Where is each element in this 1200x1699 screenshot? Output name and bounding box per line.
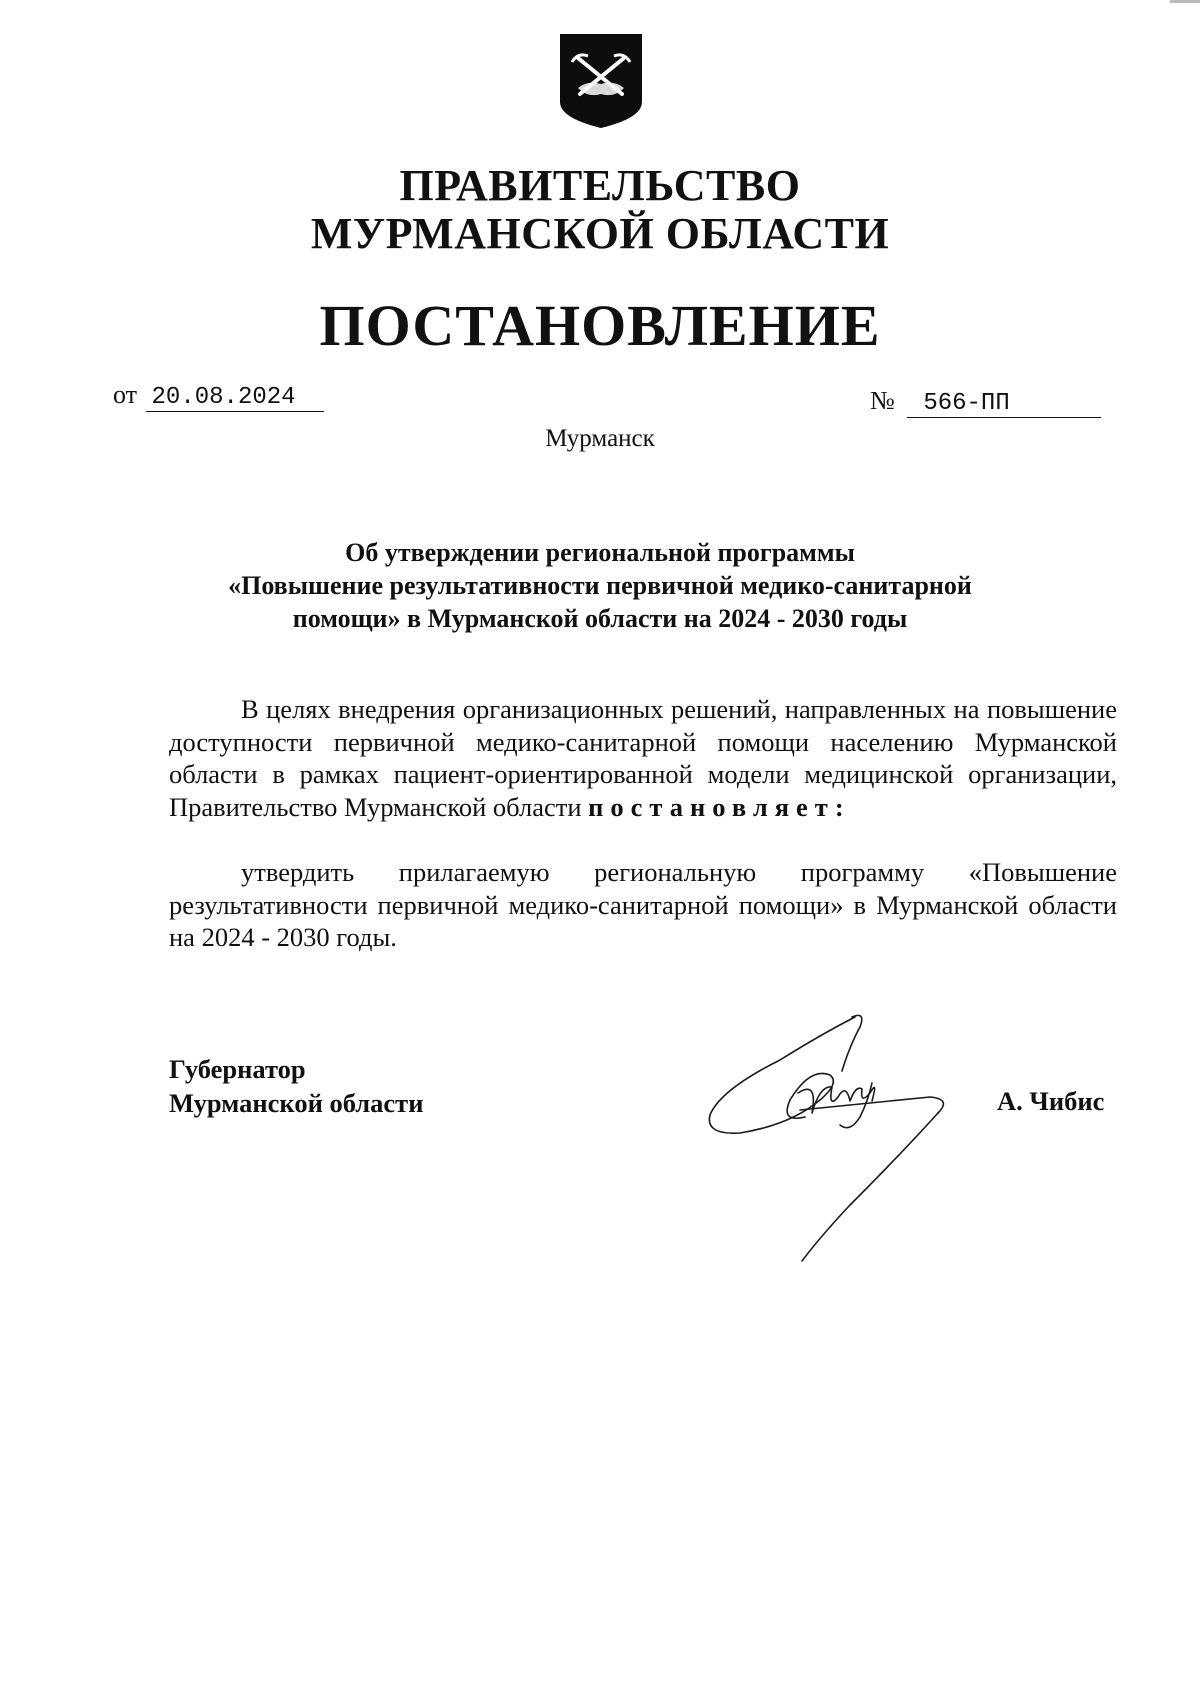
handwritten-signature xyxy=(700,1005,980,1270)
signer-position-line2: Мурманской области xyxy=(169,1088,424,1118)
title-line3: помощи» в Мурманской области на 2024 - 2030 годы xyxy=(292,604,908,633)
signer-position xyxy=(169,1052,423,1120)
document-title xyxy=(170,536,1030,635)
date-prefix: от xyxy=(113,380,138,409)
document-type: ПОСТАНОВЛЕНИЕ xyxy=(319,293,881,358)
signer-name: А. Чибис xyxy=(997,1086,1105,1116)
city: Мурманск xyxy=(545,425,655,452)
government-name-line2: МУРМАНСКОЙ ОБЛАСТИ xyxy=(310,209,890,258)
body-paragraph-2: утвердить прилагаемую региональную программу «Повышение результативности первичной медико-санитарной помощи» в Мурманской области на 2024 - 2030 годы. xyxy=(169,857,1117,952)
paragraph-1-text: В целях внедрения организационных решений, направленных на повышение доступности первичной медико-санитарной помощи населению Мурманской области в рамках пациент-ориентированной модели медицинской организации, Правительство Мурманской области xyxy=(169,694,1117,822)
title-line2: «Повышение результативности первичной медико-санитарной xyxy=(228,571,972,600)
signer-position-line1: Губернатор xyxy=(169,1054,306,1084)
document-number: 566-ПП xyxy=(907,390,1101,418)
number-row xyxy=(870,386,1101,418)
document-date: 20.08.2024 xyxy=(146,384,324,412)
body-paragraph-1 xyxy=(169,693,1117,823)
resolves-word: постановляет: xyxy=(588,791,851,822)
date-row xyxy=(113,380,324,412)
scan-edge-mark xyxy=(1170,0,1200,3)
title-line1: Об утверждении региональной программы xyxy=(345,538,855,567)
number-prefix: № xyxy=(870,386,895,415)
government-name-line1: ПРАВИТЕЛЬСТВО xyxy=(399,161,801,210)
coat-of-arms-icon xyxy=(558,32,644,130)
